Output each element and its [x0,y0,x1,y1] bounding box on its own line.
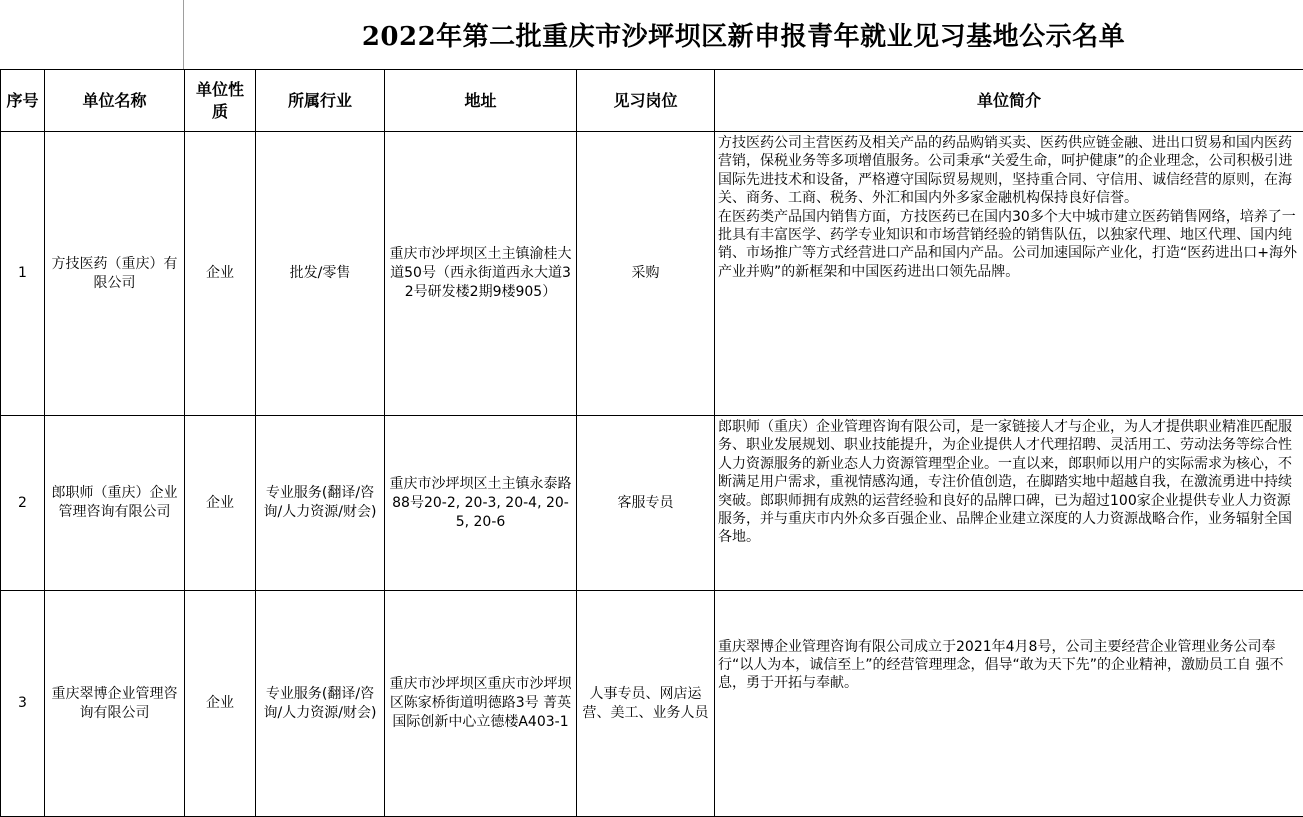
header-nature[interactable]: 单位性质 [185,70,256,132]
cell-name[interactable]: 郎职师（重庆）企业管理咨询有限公司 [45,416,185,591]
cell-address[interactable]: 重庆市沙坪坝区重庆市沙坪坝区陈家桥街道明德路3号 菁英国际创新中心立德楼A403-1 [385,591,577,817]
cell-intro-container[interactable] [715,591,1303,817]
cell-industry[interactable]: 专业服务(翻译/咨询/人力资源/财会) [256,591,385,817]
header-intro[interactable]: 单位简介 [715,70,1303,132]
cell-intro: 重庆翠博企业管理咨询有限公司成立于2021年4月8号，公司主要经营企业管理业务公司奉 行“以人为本，诚信至上”的经营管理理念，倡导“敢为天下先”的企业精神，激励员工自 强不息，勇于开拓与奉献。 [718,638,1301,693]
cell-address[interactable]: 重庆市沙坪坝区土主镇永泰路88号20-2, 20-3, 20-4, 20-5, 20-6 [385,416,577,591]
header-address[interactable]: 地址 [385,70,577,132]
cell-no[interactable]: 1 [1,132,45,416]
cell-industry[interactable]: 专业服务(翻译/咨询/人力资源/财会) [256,416,385,591]
base-list-table [0,69,1303,817]
table-row [1,132,1303,416]
header-industry[interactable]: 所属行业 [256,70,385,132]
title-left-cell[interactable] [0,0,184,69]
cell-industry[interactable]: 批发/零售 [256,132,385,416]
title-row [0,0,1303,70]
cell-nature[interactable]: 企业 [185,591,256,817]
cell-address[interactable]: 重庆市沙坪坝区土主镇渝桂大道50号（西永街道西永大道32号研发楼2期9楼905） [385,132,577,416]
table-row [1,591,1303,817]
header-positions[interactable]: 见习岗位 [577,70,715,132]
cell-positions[interactable]: 客服专员 [577,416,715,591]
cell-intro[interactable]: 郎职师（重庆）企业管理咨询有限公司，是一家链接人才与企业，为人才提供职业精准匹配服务、职业发展规划、职业技能提升，为企业提供人才代理招聘、灵活用工、劳动法务等综合性人力资源服务的新业态人力资源管理型企业。一直以来，郎职师以用户的实际需求为核心，不断满足用户需求，重视情感沟通，专注价值创造，在脚踏实地中超越自我，在激流勇进中持续突破。郎职师拥有成熟的运营经验和良好的品牌口碑，已为超过100家企业提供专业人力资源服务，并与重庆市内外众多百强企业、品牌企业建立深度的人力资源战略合作，业务辐射全国各地。 [715,416,1303,591]
cell-positions[interactable]: 人事专员、网店运营、美工、业务人员 [577,591,715,817]
page-title[interactable]: 2022年第二批重庆市沙坪坝区新申报青年就业见习基地公示名单 [184,0,1303,69]
header-row [1,70,1303,132]
cell-nature[interactable]: 企业 [185,132,256,416]
cell-nature[interactable]: 企业 [185,416,256,591]
header-name[interactable]: 单位名称 [45,70,185,132]
cell-intro[interactable]: 方技医药公司主营医药及相关产品的药品购销买卖、医药供应链金融、进出口贸易和国内医药营销，保税业务等多项增值服务。公司秉承“关爱生命，呵护健康”的企业理念，公司积极引进国际先进技术和设备，严格遵守国际贸易规则，坚持重合同、守信用、诚信经营的原则，在海关、商务、工商、税务、外汇和国内外多家金融机构保持良好信誉。 在医药类产品国内销售方面，方技医药已在国内30多个大中城市建立医药销售网络，培养了一批具有丰富医学、药学专业知识和市场营销经验的销售队伍，以独家代理、地区代理、国内纯销、市场推广等方式经营进口产品和国内产品。公司加速国际产业化，打造“医药进出口+海外产业并购”的新框架和中国医药进出口领先品牌。 [715,132,1303,416]
cell-positions[interactable]: 采购 [577,132,715,416]
cell-name[interactable]: 重庆翠博企业管理咨询有限公司 [45,591,185,817]
header-no[interactable]: 序号 [1,70,45,132]
cell-no[interactable]: 3 [1,591,45,817]
table-row [1,416,1303,591]
cell-name[interactable]: 方技医药（重庆）有限公司 [45,132,185,416]
cell-no[interactable]: 2 [1,416,45,591]
